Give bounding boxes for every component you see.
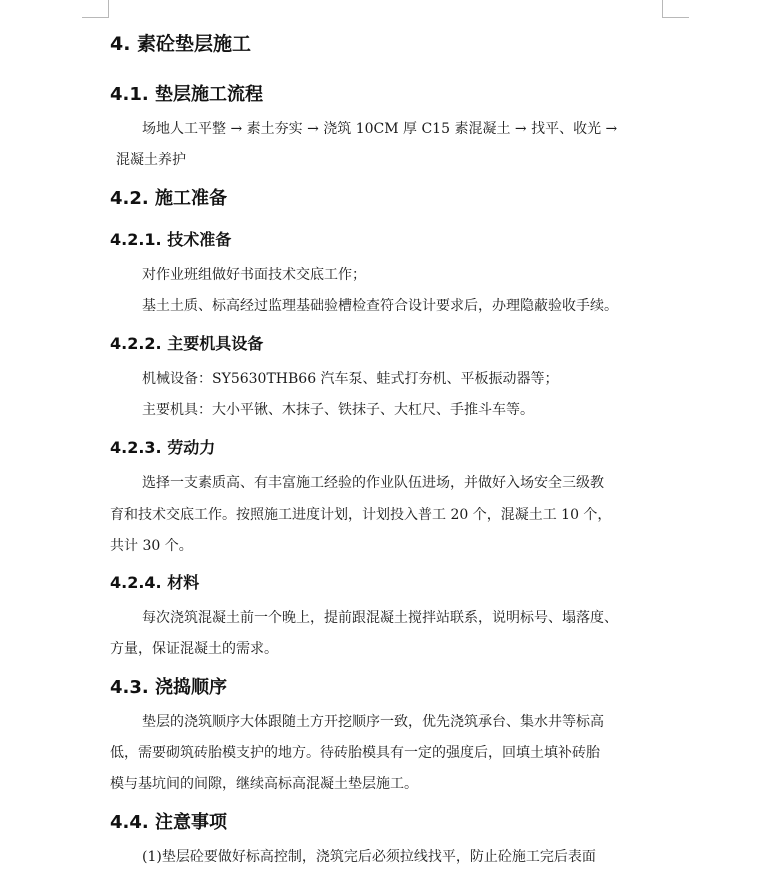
heading-4-2: 4.2. 施工准备: [110, 188, 227, 209]
paragraph-flow-line-2: 混凝土养护: [116, 152, 186, 168]
heading-4: 4. 素砼垫层施工: [110, 33, 252, 55]
heading-4-2-3: 4.2.3. 劳动力: [110, 438, 216, 457]
heading-4-1: 4.1. 垫层施工流程: [110, 84, 263, 105]
paragraph-flow-line-1: 场地人工平整 → 素土夯实 → 浇筑 10CM 厚 C15 素混凝土 → 找平、收光 →: [142, 121, 618, 137]
heading-4-4: 4.4. 注意事项: [110, 812, 227, 833]
paragraph-labor-line-3: 共计 30 个。: [110, 538, 193, 554]
paragraph-material-line-1: 每次浇筑混凝土前一个晚上，提前跟混凝土搅拌站联系，说明标号、塌落度、: [142, 610, 618, 626]
paragraph-labor-line-2: 育和技术交底工作。按照施工进度计划，计划投入普工 20 个，混凝土工 10 个，: [110, 507, 612, 523]
paragraph-order-line-2: 低，需要砌筑砖胎模支护的地方。待砖胎模具有一定的强度后，回填土填补砖胎: [110, 745, 600, 761]
paragraph-tech-line-1: 对作业班组做好书面技术交底工作；: [142, 267, 366, 283]
heading-4-2-4: 4.2.4. 材料: [110, 573, 200, 592]
paragraph-note-line-1: (1)垫层砼要做好标高控制，浇筑完后必须拉线找平，防止砼施工完后表面: [142, 849, 596, 865]
heading-4-2-1: 4.2.1. 技术准备: [110, 230, 232, 249]
page-corner-mark-left: [82, 0, 109, 18]
heading-4-2-2: 4.2.2. 主要机具设备: [110, 334, 264, 353]
paragraph-labor-line-1: 选择一支素质高、有丰富施工经验的作业队伍进场，并做好入场安全三级教: [142, 475, 604, 491]
paragraph-material-line-2: 方量，保证混凝土的需求。: [110, 641, 278, 657]
paragraph-tech-line-2: 基土土质、标高经过监理基础验槽检查符合设计要求后，办理隐蔽验收手续。: [142, 298, 618, 314]
heading-4-3: 4.3. 浇捣顺序: [110, 677, 227, 698]
paragraph-order-line-3: 模与基坑间的间隙，继续高标高混凝土垫层施工。: [110, 776, 418, 792]
page-corner-mark-right: [662, 0, 689, 18]
paragraph-order-line-1: 垫层的浇筑顺序大体跟随土方开挖顺序一致，优先浇筑承台、集水井等标高: [142, 714, 604, 730]
paragraph-machinery-line-1: 机械设备：SY5630THB66 汽车泵、蛙式打夯机、平板振动器等；: [142, 371, 559, 387]
paragraph-machinery-line-2: 主要机具：大小平锹、木抹子、铁抹子、大杠尺、手推斗车等。: [142, 402, 534, 418]
